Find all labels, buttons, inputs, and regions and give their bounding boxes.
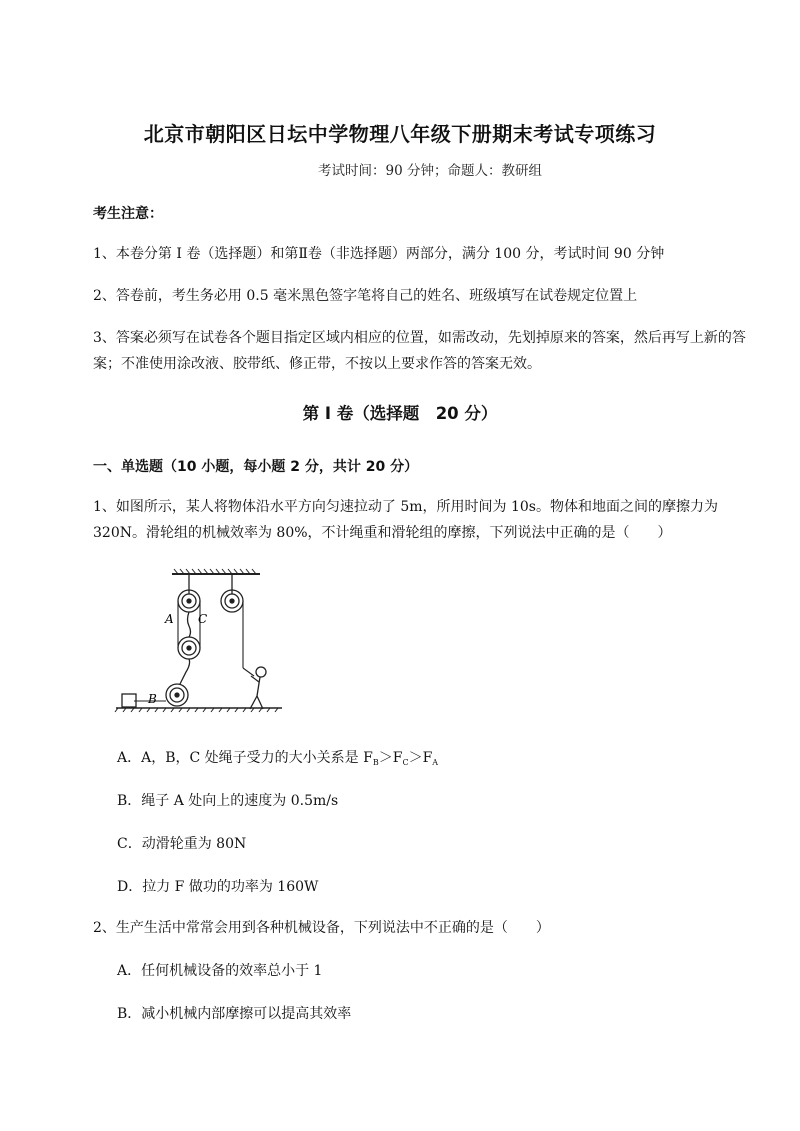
notice-item-3: 3、答案必须写在试卷各个题目指定区域内相应的位置，如需改动，先划掉原来的答案，然后再写上新的答案；不准使用涂改液、胶带纸、修正带，不按以上要求作答的答案无效。: [93, 330, 746, 372]
subscript-b: B: [372, 758, 379, 767]
question-1-option-c[interactable]: C．动滑轮重为 80N: [117, 836, 247, 852]
fixed-pulley-right: [221, 574, 243, 612]
label-a: A: [165, 612, 174, 626]
ground-line: [115, 708, 282, 712]
exam-subtitle: 考试时间：90 分钟；命题人：教研组: [318, 163, 542, 179]
section-title: 第 I 卷（选择题 20 分）: [302, 404, 498, 423]
label-c: C: [198, 612, 208, 626]
notice-heading: 考生注意：: [93, 206, 163, 222]
question-2-option-b[interactable]: B．减小机械内部摩擦可以提高其效率: [117, 1006, 352, 1022]
question-2-option-a[interactable]: A．任何机械设备的效率总小于 1: [117, 963, 323, 979]
question-1-option-a[interactable]: [117, 748, 438, 773]
ropes: [134, 601, 254, 701]
subscript-c: C: [402, 758, 409, 767]
fixed-pulley-left: [178, 574, 200, 612]
bottom-pulley: [166, 659, 190, 706]
pulley-diagram: [110, 568, 290, 718]
question-1-stem: 1、如图所示，某人将物体沿水平方向匀速拉动了 5m，所用时间为 10s。物体和地面之间的摩擦力为 320N。滑轮组的机械效率为 80%，不计绳重和滑轮组的摩擦，下列说法中正确的是（ ）: [93, 499, 718, 541]
greater-than-2: ＞F: [408, 750, 433, 766]
exam-title: 北京市朝阳区日坛中学物理八年级下册期末考试专项练习: [143, 122, 657, 146]
person-figure: [250, 667, 266, 709]
greater-than-1: ＞F: [378, 750, 403, 766]
subscript-a: A: [432, 758, 439, 767]
question-1-option-d[interactable]: D．拉力 F 做功的功率为 160W: [117, 879, 319, 895]
option-a-text: A．A，B，C 处绳子受力的大小关系是 F: [117, 750, 373, 766]
part-heading: 一、单选题（10 小题，每小题 2 分，共计 20 分）: [93, 459, 419, 475]
movable-pulley: [178, 612, 200, 659]
notice-item-1: 1、本卷分第 I 卷（选择题）和第Ⅱ卷（非选择题）两部分，满分 100 分，考试时间 90 分钟: [93, 246, 665, 262]
notice-item-2: 2、答卷前，考生务必用 0.5 毫米黑色签字笔将自己的姓名、班级填写在试卷规定位置上: [93, 288, 638, 304]
ceiling-hatch: [172, 569, 260, 574]
block-object: [122, 694, 136, 707]
label-b: B: [148, 692, 157, 706]
question-2-stem: 2、生产生活中常常会用到各种机械设备，下列说法中不正确的是（ ）: [93, 920, 550, 936]
question-1-option-b[interactable]: B．绳子 A 处向上的速度为 0.5m/s: [117, 793, 339, 809]
